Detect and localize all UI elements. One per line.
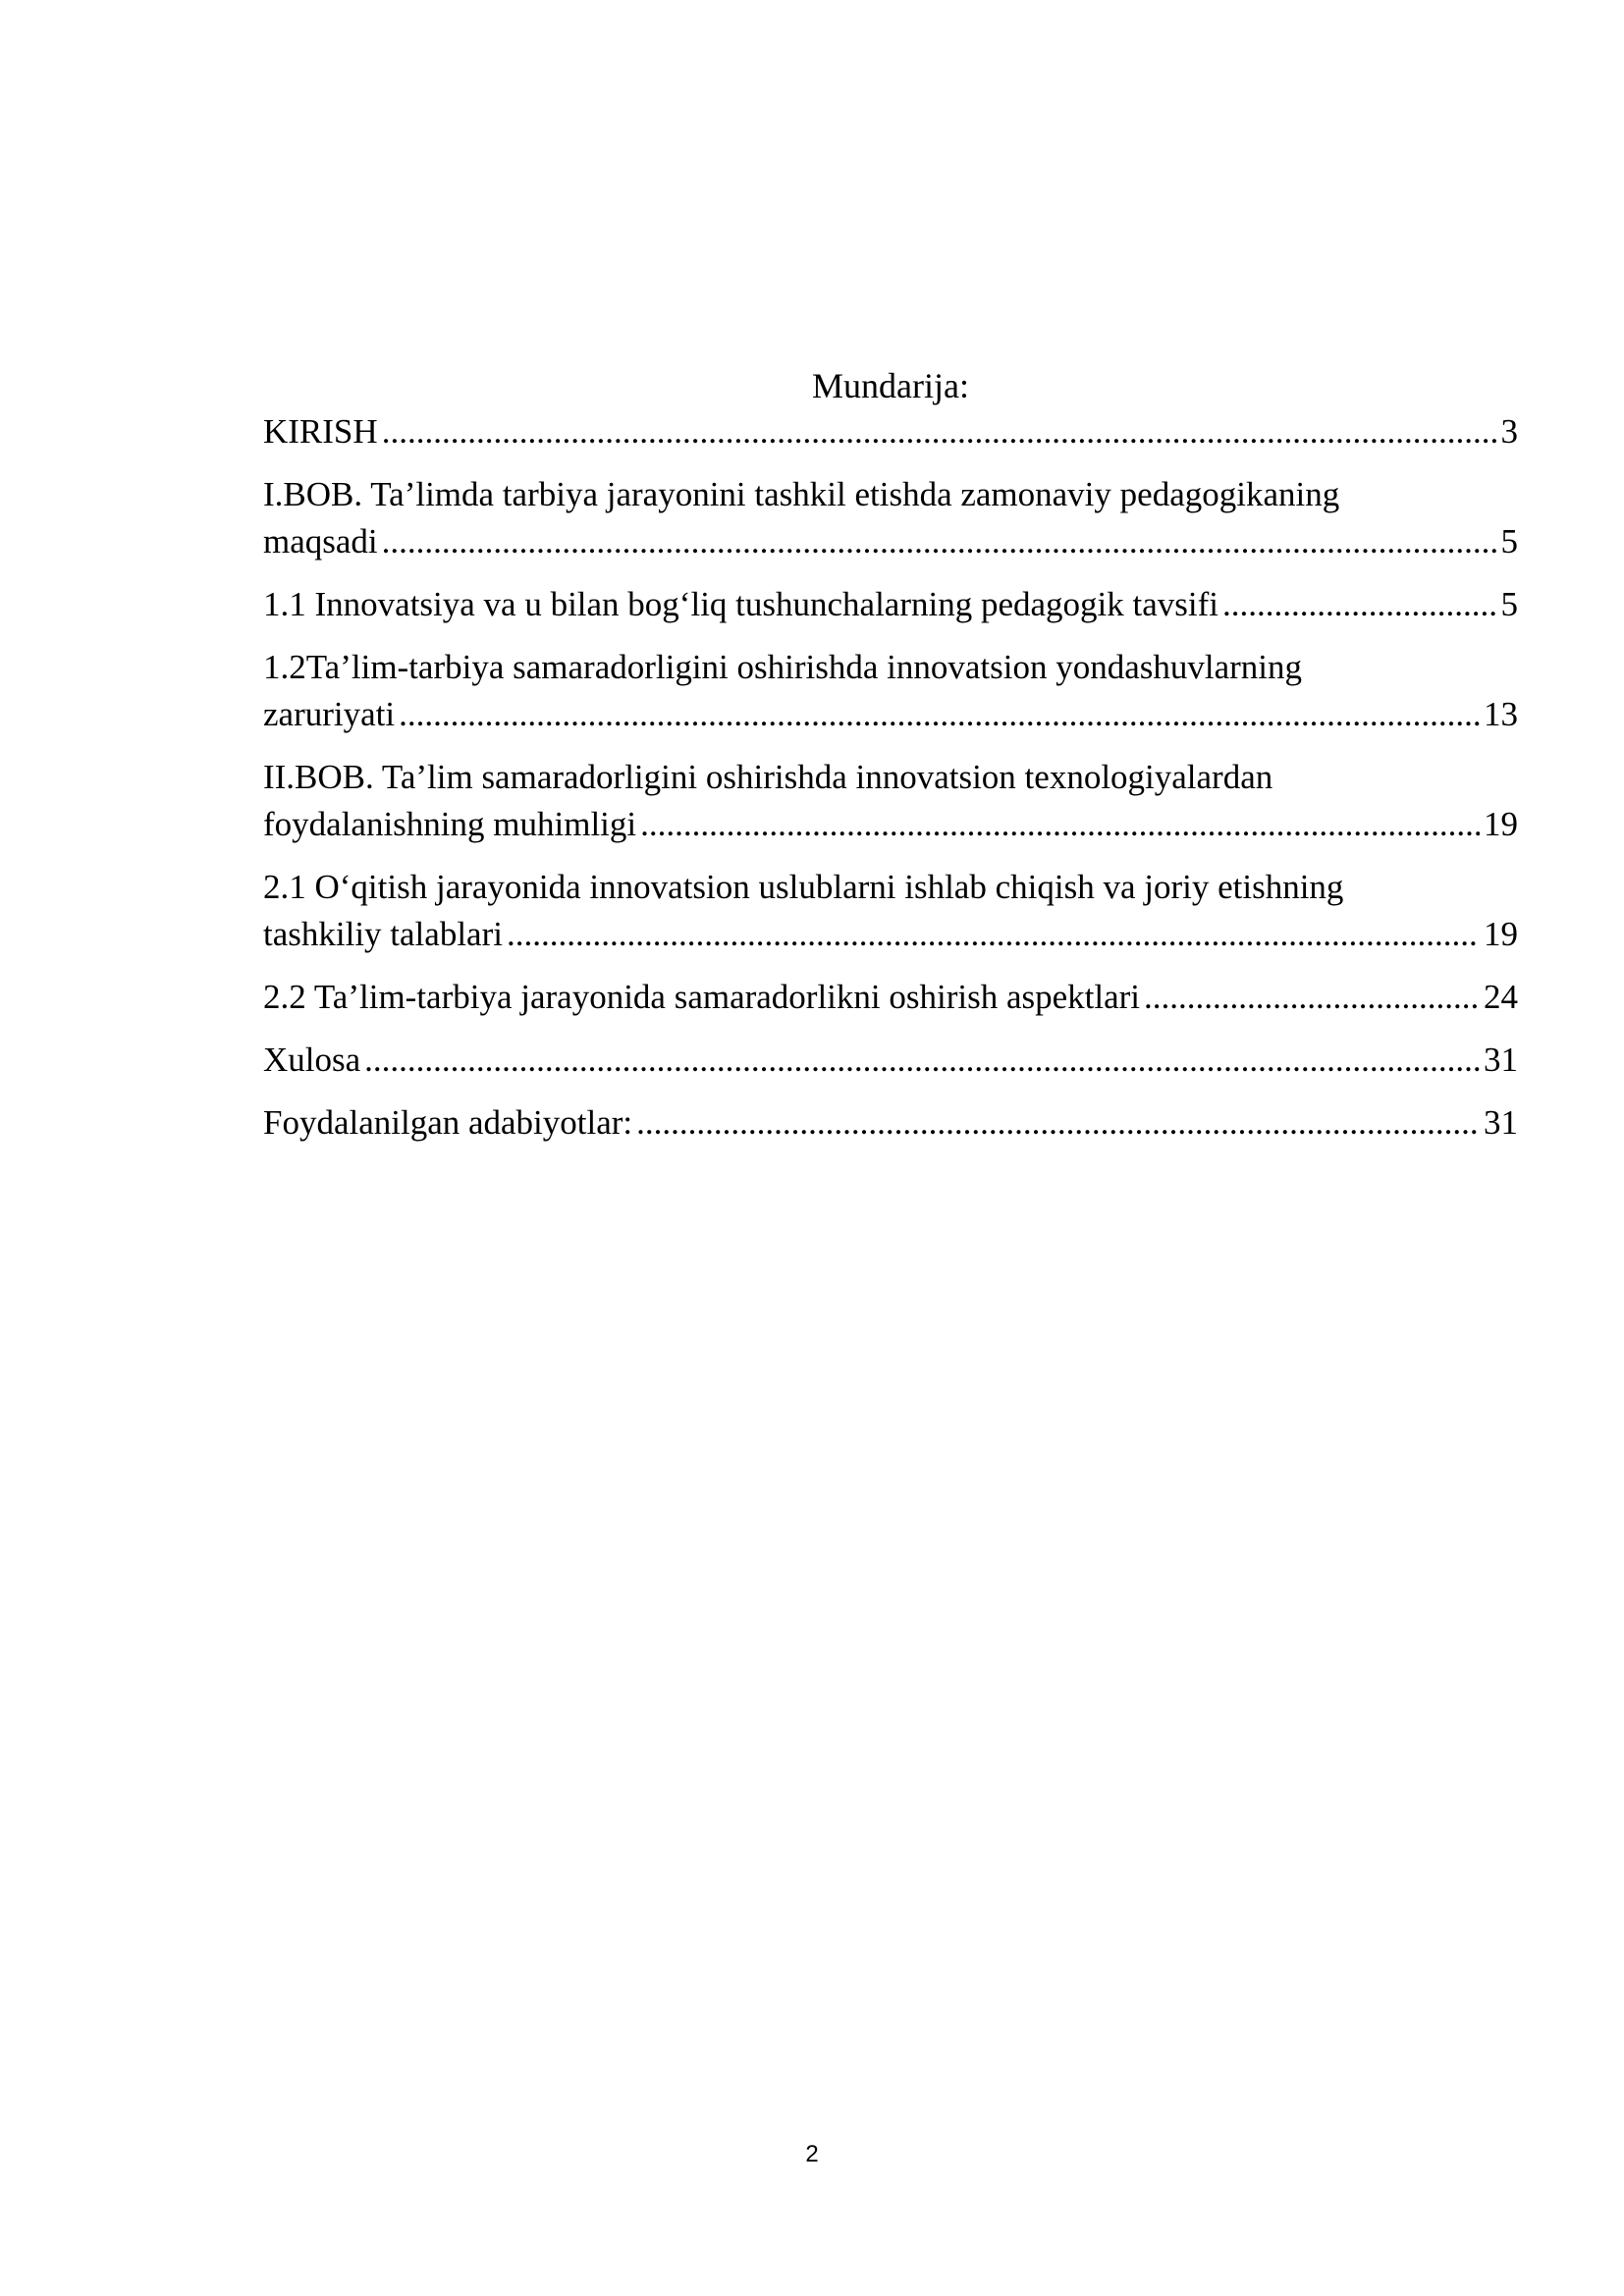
dot-leader (636, 1099, 1480, 1147)
dot-leader (364, 1037, 1480, 1084)
toc-entry-section-1-2[interactable] (263, 644, 1518, 738)
dot-leader (382, 518, 1497, 565)
toc-page-number: 31 (1484, 1041, 1518, 1079)
page-number: 2 (805, 2141, 819, 2167)
toc-entry-heading-line: 1.2Ta’lim-tarbiya samaradorligini oshirishda innovatsion yondashuvlarning (263, 648, 1303, 686)
toc-page-number: 13 (1484, 695, 1518, 733)
dot-leader (507, 911, 1480, 958)
toc-page-number: 19 (1484, 805, 1518, 843)
toc-entry-text: 2.2 Ta’lim-tarbiya jarayonida samaradorlikni oshirish aspektlari (263, 978, 1141, 1016)
toc-entry-section-2-2[interactable] (263, 974, 1518, 1021)
toc-page-number: 19 (1484, 915, 1518, 953)
toc-entry-text: 1.1 Innovatsiya va u bilan bog‘liq tushunchalarning pedagogik tavsifi (263, 585, 1218, 623)
toc-page-number: 31 (1484, 1103, 1518, 1142)
toc-entry-section-1-1[interactable] (263, 581, 1518, 628)
toc-page-number: 24 (1484, 978, 1518, 1016)
toc-entry-text: maqsadi (263, 522, 378, 561)
toc-entry-text: Foydalanilgan adabiyotlar: (263, 1103, 633, 1142)
toc-page-number: 5 (1500, 585, 1518, 623)
toc-page-number: 5 (1500, 522, 1518, 561)
toc-entry-references[interactable] (263, 1099, 1518, 1147)
toc-entry-text: zaruriyati (263, 695, 396, 733)
toc-entry-text: KIRISH (263, 412, 378, 451)
dot-leader (1222, 581, 1497, 628)
toc-entry-kirish[interactable] (263, 408, 1518, 455)
toc-entry-chapter-2[interactable] (263, 754, 1518, 848)
table-of-contents (263, 363, 1518, 1147)
toc-page-number: 3 (1500, 412, 1518, 451)
toc-entry-text: tashkiliy talablari (263, 915, 503, 953)
dot-leader (399, 691, 1480, 738)
toc-entry-text: foydalanishning muhimligi (263, 805, 637, 843)
toc-entry-text: Xulosa (263, 1041, 361, 1079)
toc-entry-heading-line: I.BOB. Ta’limda tarbiya jarayonini tashkil etishda zamonaviy pedagogikaning (263, 475, 1340, 513)
toc-entry-xulosa[interactable] (263, 1037, 1518, 1084)
toc-entry-heading-line: II.BOB. Ta’lim samaradorligini oshirishda innovatsion texnologiyalardan (263, 758, 1273, 796)
toc-entry-heading-line: 2.1 O‘qitish jarayonida innovatsion uslublarni ishlab chiqish va joriy etishning (263, 868, 1344, 906)
dot-leader (640, 801, 1480, 848)
toc-entry-chapter-1[interactable] (263, 471, 1518, 565)
dot-leader (1144, 974, 1480, 1021)
dot-leader (382, 408, 1497, 455)
toc-entry-section-2-1[interactable] (263, 864, 1518, 958)
toc-title: Mundarija: (812, 366, 969, 405)
